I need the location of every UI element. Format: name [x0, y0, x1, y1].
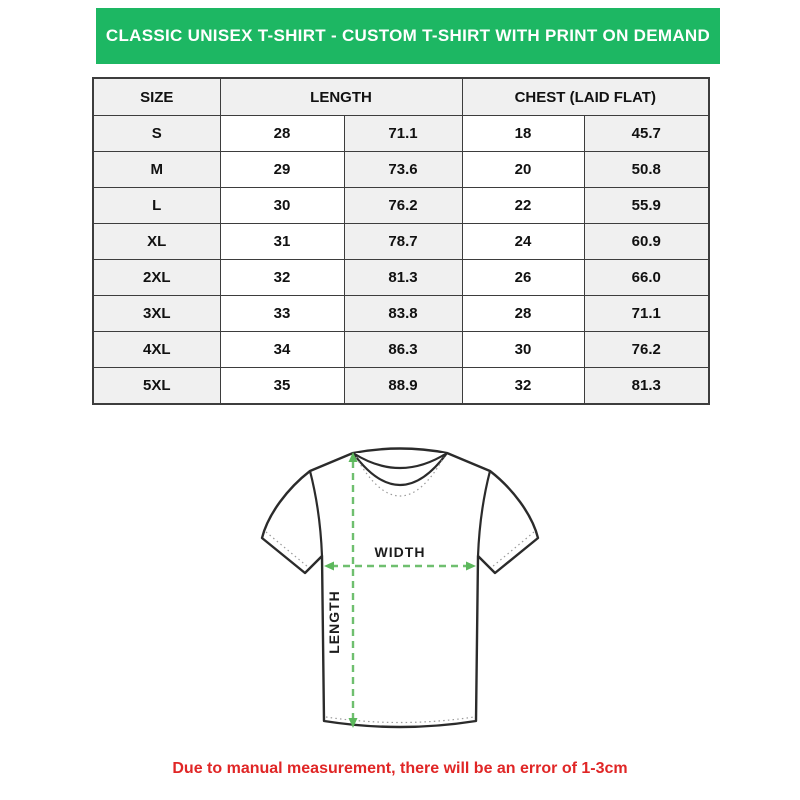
size-row — [93, 152, 709, 188]
length-cm-cell: 86.3 — [344, 332, 462, 368]
size-row — [93, 296, 709, 332]
size-cell: M — [93, 152, 220, 188]
col-header-size: SIZE — [93, 78, 220, 116]
length-cm-cell: 88.9 — [344, 368, 462, 405]
size-row — [93, 260, 709, 296]
chest-in-cell: 28 — [462, 296, 584, 332]
size-cell: 3XL — [93, 296, 220, 332]
chest-in-cell: 32 — [462, 368, 584, 405]
chest-in-cell: 26 — [462, 260, 584, 296]
length-in-cell: 29 — [220, 152, 344, 188]
chest-cm-cell: 55.9 — [584, 188, 709, 224]
size-row — [93, 368, 709, 405]
col-header-chest: CHEST (LAID FLAT) — [462, 78, 709, 116]
size-row — [93, 224, 709, 260]
size-row — [93, 188, 709, 224]
size-row — [93, 116, 709, 152]
size-chart-table — [92, 77, 710, 405]
chest-in-cell: 22 — [462, 188, 584, 224]
length-cm-cell: 71.1 — [344, 116, 462, 152]
chest-cm-cell: 60.9 — [584, 224, 709, 260]
size-cell: 5XL — [93, 368, 220, 405]
tshirt-outline-drawing — [262, 449, 538, 728]
col-header-length: LENGTH — [220, 78, 462, 116]
size-cell: XL — [93, 224, 220, 260]
product-title-banner — [96, 8, 720, 64]
length-in-cell: 33 — [220, 296, 344, 332]
chest-cm-cell: 76.2 — [584, 332, 709, 368]
chest-cm-cell: 71.1 — [584, 296, 709, 332]
chest-in-cell: 20 — [462, 152, 584, 188]
chest-in-cell: 18 — [462, 116, 584, 152]
length-in-cell: 31 — [220, 224, 344, 260]
chest-cm-cell: 81.3 — [584, 368, 709, 405]
length-in-cell: 34 — [220, 332, 344, 368]
size-cell: L — [93, 188, 220, 224]
measurement-error-note: Due to manual measurement, there will be an error of 1-3cm — [172, 760, 628, 777]
product-title: CLASSIC UNISEX T-SHIRT - CUSTOM T-SHIRT WITH PRINT ON DEMAND — [105, 26, 711, 45]
length-in-cell: 35 — [220, 368, 344, 405]
chest-in-cell: 30 — [462, 332, 584, 368]
chest-cm-cell: 45.7 — [584, 116, 709, 152]
length-in-cell: 30 — [220, 188, 344, 224]
chest-in-cell: 24 — [462, 224, 584, 260]
length-cm-cell: 83.8 — [344, 296, 462, 332]
length-arrow-label: LENGTH — [326, 590, 342, 654]
length-cm-cell: 76.2 — [344, 188, 462, 224]
chest-cm-cell: 66.0 — [584, 260, 709, 296]
length-cm-cell: 81.3 — [344, 260, 462, 296]
width-arrow-label: WIDTH — [374, 544, 426, 560]
size-cell: S — [93, 116, 220, 152]
length-cm-cell: 73.6 — [344, 152, 462, 188]
length-in-cell: 28 — [220, 116, 344, 152]
tshirt-measurement-diagram — [250, 440, 550, 740]
size-chart-header-row — [93, 78, 709, 116]
size-row — [93, 332, 709, 368]
chest-cm-cell: 50.8 — [584, 152, 709, 188]
length-in-cell: 32 — [220, 260, 344, 296]
length-cm-cell: 78.7 — [344, 224, 462, 260]
size-cell: 4XL — [93, 332, 220, 368]
size-cell: 2XL — [93, 260, 220, 296]
